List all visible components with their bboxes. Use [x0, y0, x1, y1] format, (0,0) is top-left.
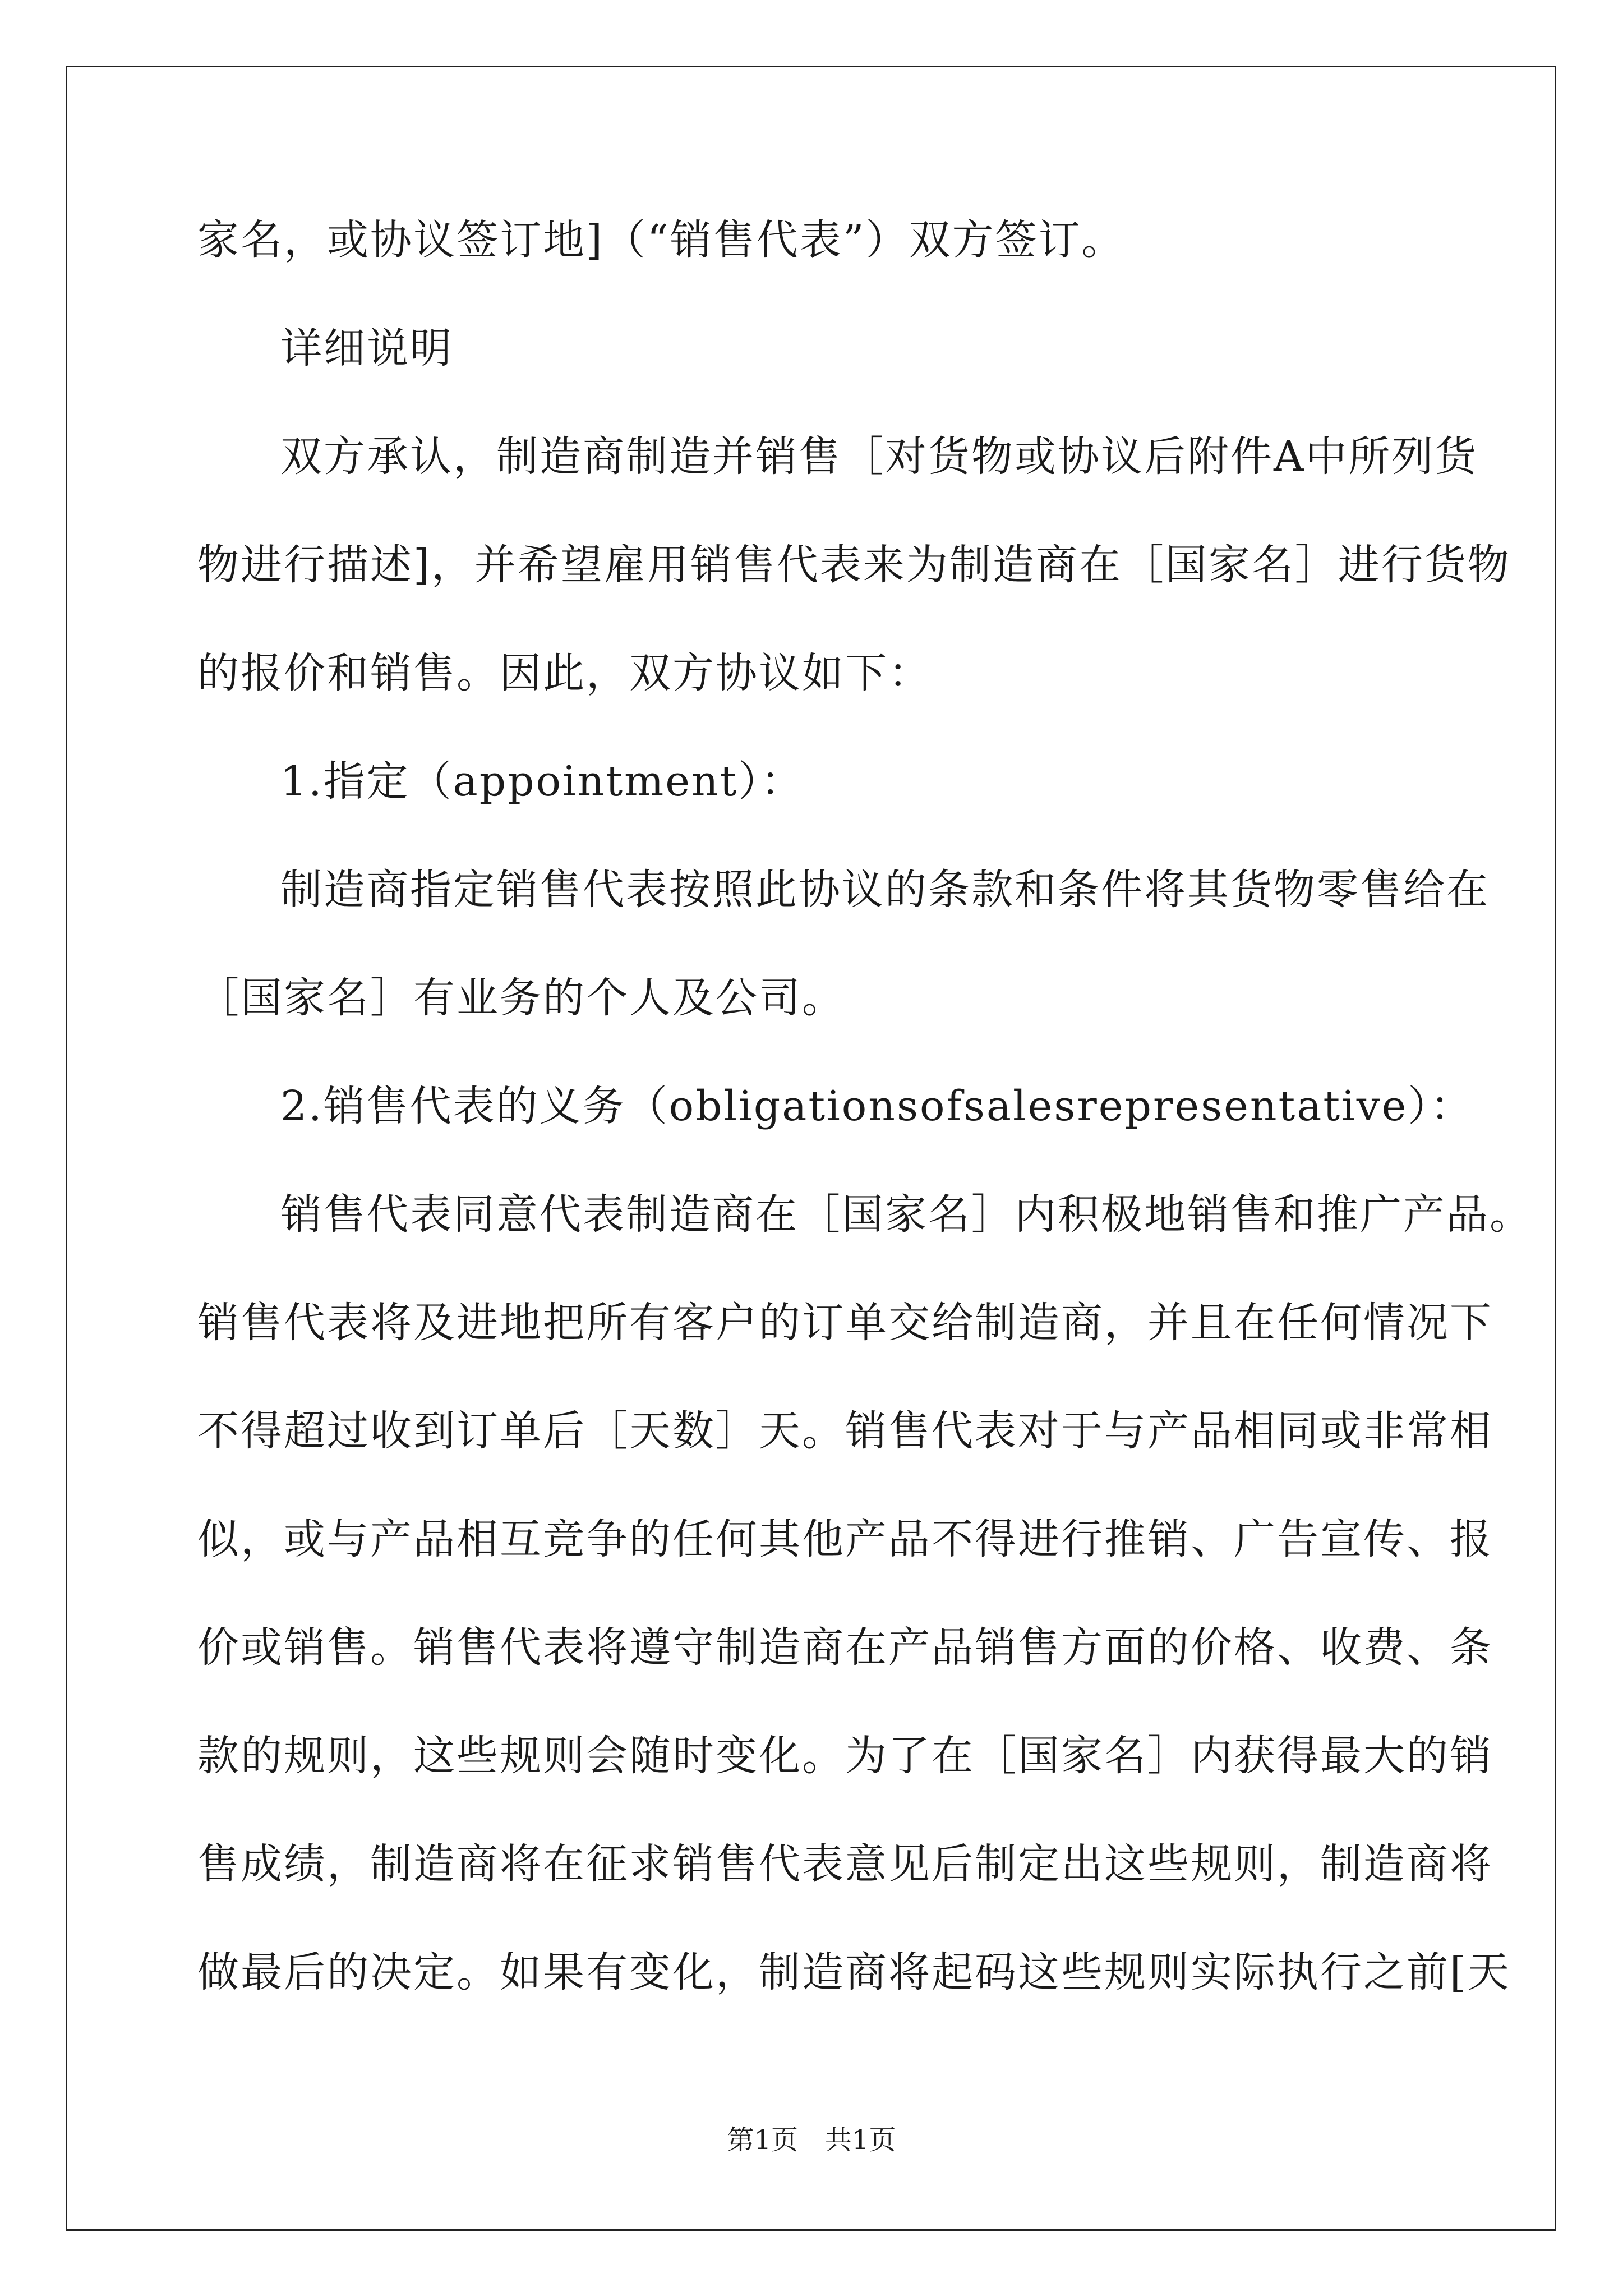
clause-heading-1: 1.指定（appointment）： — [280, 757, 804, 806]
text-line-11: 销售代表将及进地把所有客户的订单交给制造商，并且在任何情况下 — [197, 1299, 1493, 1347]
section-heading-details: 详细说明 — [280, 324, 453, 372]
text-line-12: 不得超过收到订单后［天数］天。销售代表对于与产品相同或非常相 — [197, 1407, 1493, 1455]
text-line-1: 家名，或协议签订地]（“销售代表”）双方签订。 — [197, 216, 1125, 264]
text-line-10: 销售代表同意代表制造商在［国家名］内积极地销售和推广产品。 — [280, 1190, 1533, 1239]
page-border — [66, 66, 1556, 2231]
clause-heading-2: 2.销售代表的义务（obligationsofsalesrepresentative）： — [280, 1082, 1474, 1130]
text-line-3: 双方承认，制造商制造并销售［对货物或协议后附件A中所列货 — [280, 432, 1478, 481]
text-line-7: 制造商指定销售代表按照此协议的条款和条件将其货物零售给在 — [280, 866, 1490, 914]
text-line-8: ［国家名］有业务的个人及公司。 — [197, 974, 845, 1022]
text-line-16: 售成绩，制造商将在征求销售代表意见后制定出这些规则，制造商将 — [197, 1840, 1493, 1888]
text-line-14: 价或销售。销售代表将遵守制造商在产品销售方面的价格、收费、条 — [197, 1623, 1493, 1672]
page-number-footer: 第1页 共1页 — [727, 2124, 896, 2156]
text-line-17: 做最后的决定。如果有变化，制造商将起码这些规则实际执行之前[天 — [197, 1948, 1511, 1996]
text-line-5: 的报价和销售。因此，双方协议如下： — [197, 649, 932, 697]
text-line-13: 似，或与产品相互竞争的任何其他产品不得进行推销、广告宣传、报 — [197, 1515, 1493, 1563]
text-line-4: 物进行描述]，并希望雇用销售代表来为制造商在［国家名］进行货物 — [197, 541, 1511, 589]
text-line-15: 款的规则，这些规则会随时变化。为了在［国家名］内获得最大的销 — [197, 1732, 1493, 1780]
